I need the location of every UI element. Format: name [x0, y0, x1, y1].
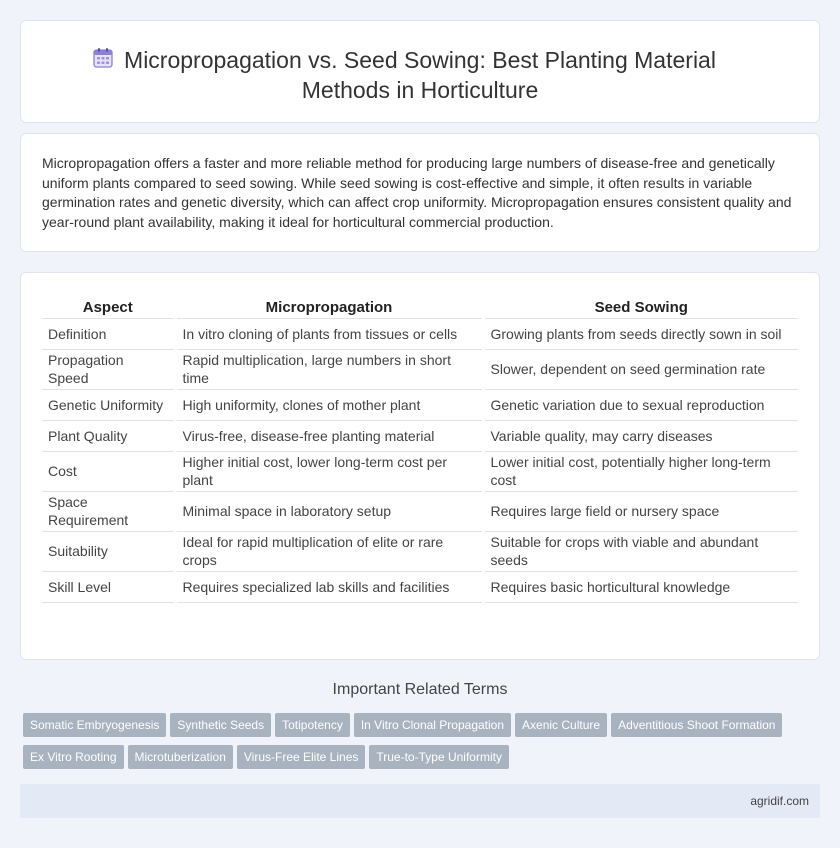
related-term-tag[interactable]: Synthetic Seeds — [170, 713, 271, 737]
row-seed-sowing: Requires large field or nursery space — [483, 491, 798, 531]
row-micropropagation: Ideal for rapid multiplication of elite or rare crops — [175, 531, 483, 571]
column-header-aspect: Aspect — [42, 297, 175, 318]
related-term-tag[interactable]: Somatic Embryogenesis — [23, 713, 166, 737]
row-seed-sowing: Variable quality, may carry diseases — [483, 420, 798, 451]
comparison-table — [42, 297, 798, 603]
table-row — [42, 451, 798, 491]
table-row — [42, 491, 798, 531]
table-row — [42, 531, 798, 571]
title-card — [20, 20, 820, 123]
related-term-tag[interactable]: Totipotency — [275, 713, 350, 737]
row-micropropagation: In vitro cloning of plants from tissues or cells — [175, 318, 483, 349]
row-aspect: Suitability — [42, 531, 175, 571]
comparison-table-card — [20, 272, 820, 660]
row-aspect: Plant Quality — [42, 420, 175, 451]
intro-card — [20, 133, 820, 252]
related-term-tag[interactable]: True-to-Type Uniformity — [369, 745, 509, 769]
related-term-tag[interactable]: Virus-Free Elite Lines — [237, 745, 366, 769]
row-aspect: Space Requirement — [42, 491, 175, 531]
table-row — [42, 349, 798, 389]
related-terms-list — [23, 713, 813, 777]
row-micropropagation: Minimal space in laboratory setup — [175, 491, 483, 531]
related-term-tag[interactable]: In Vitro Clonal Propagation — [354, 713, 511, 737]
related-term-tag[interactable]: Ex Vitro Rooting — [23, 745, 124, 769]
row-seed-sowing: Growing plants from seeds directly sown in soil — [483, 318, 798, 349]
row-seed-sowing: Lower initial cost, potentially higher long-term cost — [483, 451, 798, 491]
row-seed-sowing: Slower, dependent on seed germination rate — [483, 349, 798, 389]
column-header-micropropagation: Micropropagation — [175, 297, 483, 318]
footer-site-link[interactable]: agridif.com — [750, 794, 809, 808]
row-aspect: Genetic Uniformity — [42, 389, 175, 420]
related-terms-heading: Important Related Terms — [332, 681, 508, 698]
table-row — [42, 420, 798, 451]
row-seed-sowing: Requires basic horticultural knowledge — [483, 571, 798, 602]
related-term-tag[interactable]: Axenic Culture — [515, 713, 607, 737]
page-title: Micropropagation vs. Seed Sowing: Best Planting Material Methods in Horticulture — [124, 47, 716, 103]
intro-paragraph: Micropropagation offers a faster and more reliable method for producing large numbers of disease-free and genetically uniform plants compared to seed sowing. While seed sowing is cost-effective and simple, it often results in variable germination rates and genetic diversity, which can affect crop uniformity. Micropropagation ensures consistent quality and year-round plant availability, making it ideal for horticultural commercial production. — [42, 155, 792, 230]
row-micropropagation: Higher initial cost, lower long-term cost per plant — [175, 451, 483, 491]
row-micropropagation: High uniformity, clones of mother plant — [175, 389, 483, 420]
related-term-tag[interactable]: Adventitious Shoot Formation — [611, 713, 782, 737]
row-seed-sowing: Genetic variation due to sexual reproduction — [483, 389, 798, 420]
row-micropropagation: Virus-free, disease-free planting material — [175, 420, 483, 451]
column-header-seed-sowing: Seed Sowing — [483, 297, 798, 318]
row-aspect: Skill Level — [42, 571, 175, 602]
table-header-row — [42, 297, 798, 318]
row-aspect: Propagation Speed — [42, 349, 175, 389]
footer — [20, 784, 820, 818]
row-micropropagation: Rapid multiplication, large numbers in short time — [175, 349, 483, 389]
row-aspect: Cost — [42, 451, 175, 491]
table-row — [42, 571, 798, 602]
row-aspect: Definition — [42, 318, 175, 349]
row-seed-sowing: Suitable for crops with viable and abundant seeds — [483, 531, 798, 571]
table-row — [42, 389, 798, 420]
row-micropropagation: Requires specialized lab skills and facilities — [175, 571, 483, 602]
related-term-tag[interactable]: Microtuberization — [128, 745, 233, 769]
table-row — [42, 318, 798, 349]
